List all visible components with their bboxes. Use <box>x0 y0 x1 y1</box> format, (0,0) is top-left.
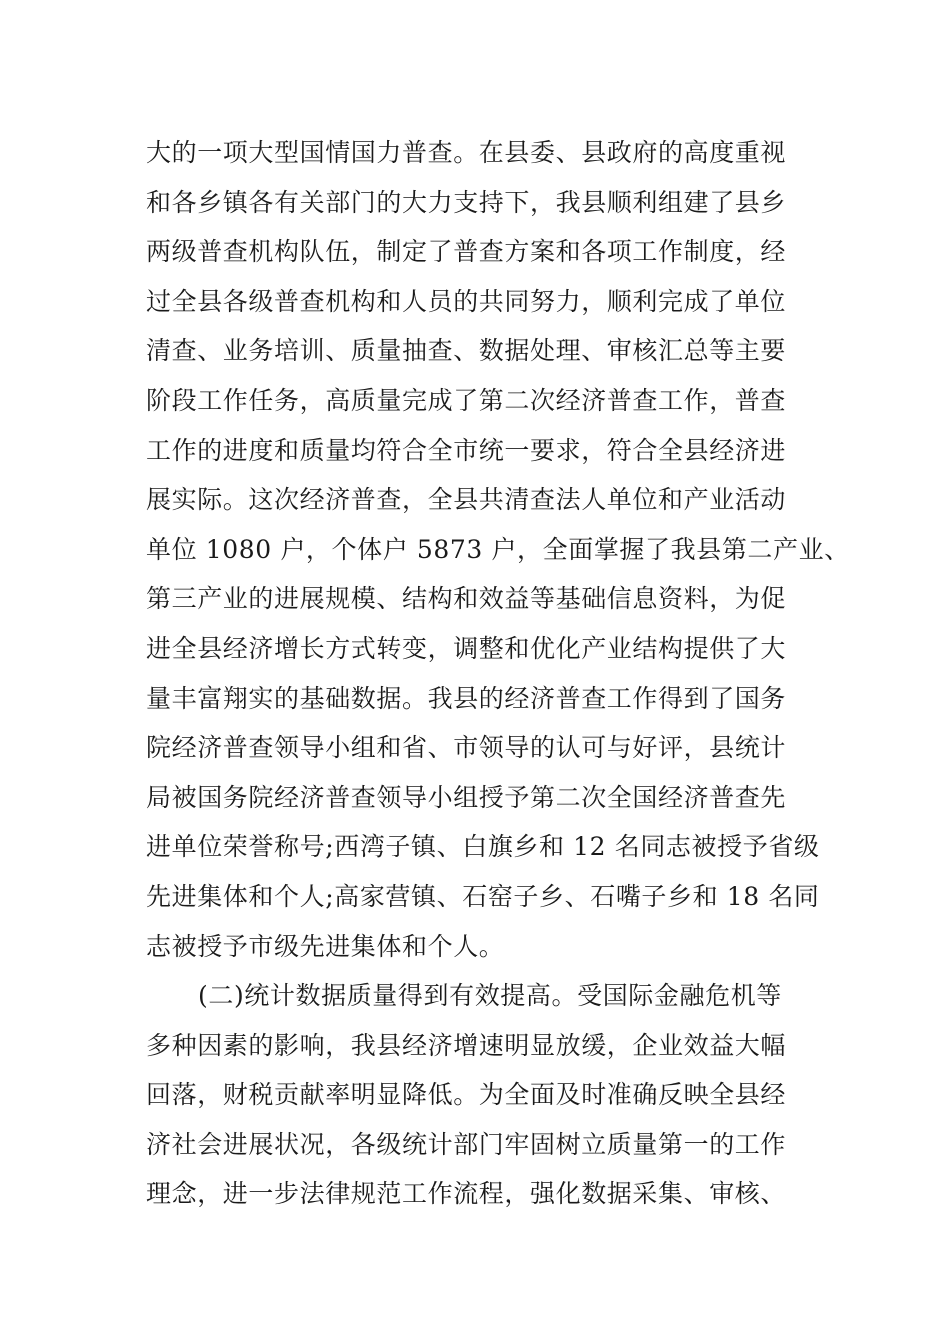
text-line: 两级普查机构队伍，制定了普查方案和各项工作制度，经 <box>146 237 787 267</box>
text-line: 回落，财税贡献率明显降低。为全面及时准确反映全县经 <box>146 1080 787 1110</box>
text-line: 院经济普查领导小组和省、市领导的认可与好评，县统计 <box>146 733 787 763</box>
text-line: 局被国务院经济普查领导小组授予第二次全国经济普查先 <box>146 782 787 812</box>
text-line: 志被授予市级先进集体和个人。 <box>146 931 505 961</box>
text-line: 先进集体和个人;高家营镇、石窑子乡、石嘴子乡和 18 名同 <box>146 881 820 911</box>
paragraph-start-line: (二)统计数据质量得到有效提高。受国际金融危机等 <box>198 981 782 1011</box>
text-line: 第三产业的进展规模、结构和效益等基础信息资料，为促 <box>146 584 787 614</box>
document-page <box>146 128 850 1219</box>
text-line: 工作的进度和质量均符合全市统一要求，符合全县经济进 <box>146 435 787 465</box>
text-line: 量丰富翔实的基础数据。我县的经济普查工作得到了国务 <box>146 683 787 713</box>
text-line: 过全县各级普查机构和人员的共同努力，顺利完成了单位 <box>146 286 787 316</box>
text-line: 阶段工作任务，高质量完成了第二次经济普查工作，普查 <box>146 385 787 415</box>
text-line: 大的一项大型国情国力普查。在县委、县政府的高度重视 <box>146 138 787 167</box>
text-line: 多种因素的影响，我县经济增速明显放缓，企业效益大幅 <box>146 1030 787 1060</box>
text-line: 理念，进一步法律规范工作流程，强化数据采集、审核、 <box>146 1179 787 1209</box>
text-line: 进单位荣誉称号;西湾子镇、白旗乡和 12 名同志被授予省级 <box>146 832 820 862</box>
text-line: 展实际。这次经济普查，全县共清查法人单位和产业活动 <box>146 485 787 515</box>
text-line: 济社会进展状况，各级统计部门牢固树立质量第一的工作 <box>146 1129 787 1159</box>
text-line: 清查、业务培训、质量抽查、数据处理、审核汇总等主要 <box>146 336 787 366</box>
text-line: 和各乡镇各有关部门的大力支持下，我县顺利组建了县乡 <box>146 187 787 217</box>
text-line: 进全县经济增长方式转变，调整和优化产业结构提供了大 <box>146 633 787 663</box>
text-line: 单位 1080 户，个体户 5873 户，全面掌握了我县第二产业、 <box>146 534 850 564</box>
